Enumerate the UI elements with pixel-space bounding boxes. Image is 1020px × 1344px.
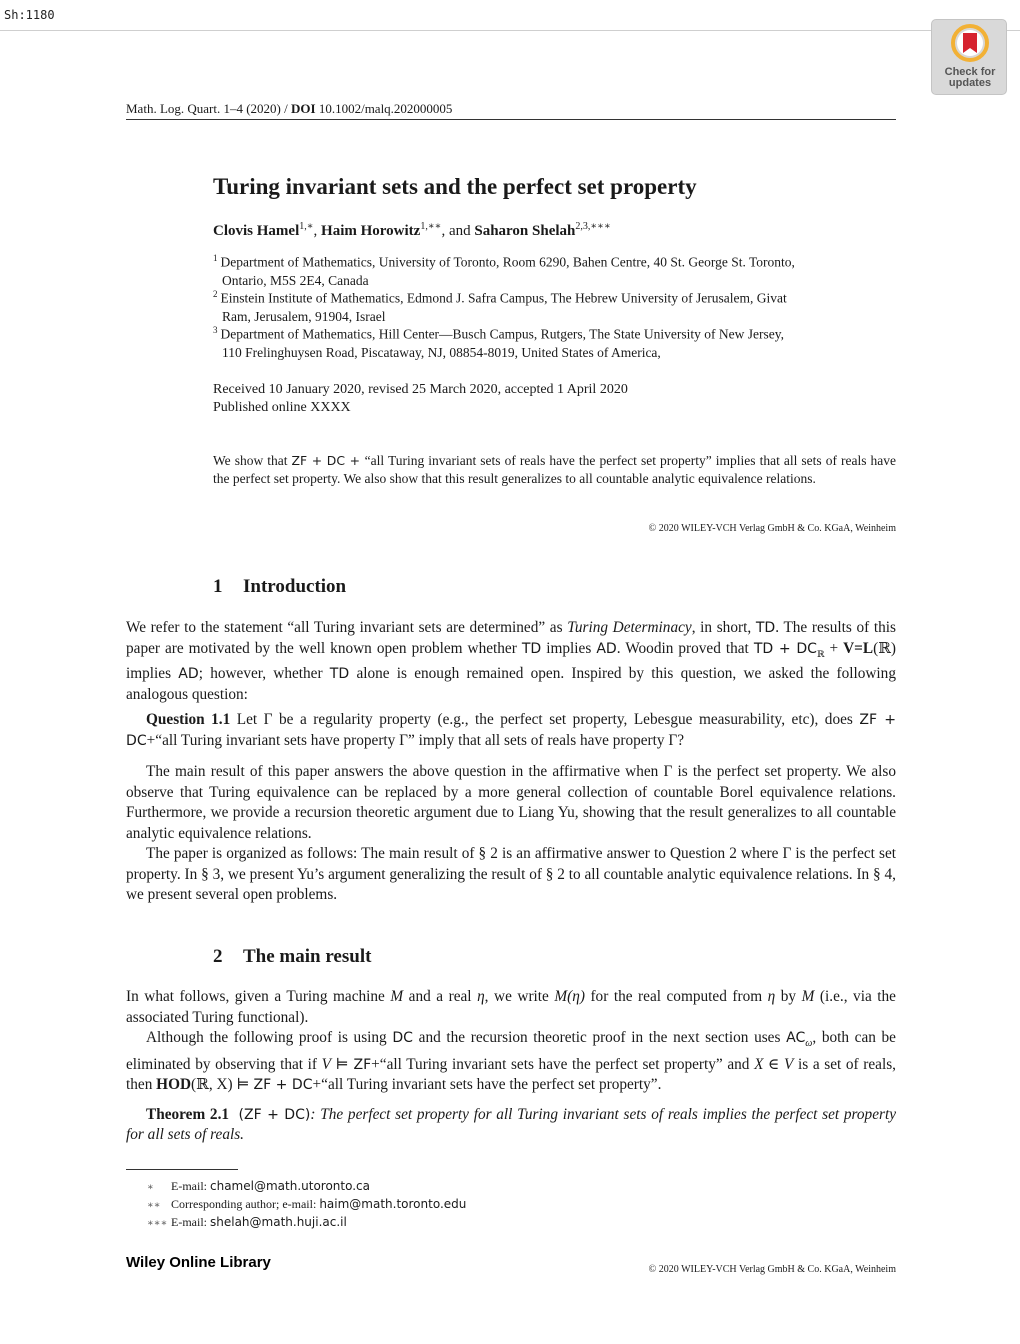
section-heading-introduction: 1 Introduction [213, 576, 347, 597]
affiliation: $^3$ Department of Mathematics, Hill Center—Busch Campus, Rutgers, The State University of New Jersey, 110 Frelinghuysen Road, Piscataway, NJ, 08854-8019, United States of America, [213, 325, 785, 360]
email-link[interactable]: chamel@math.utoronto.ca [210, 1179, 371, 1193]
wiley-online-library-logo[interactable]: Wiley Online Library [126, 1254, 271, 1271]
question-label: Question 1.1 [146, 711, 231, 729]
page-tag: Sh:1180 [4, 8, 55, 22]
paragraph: The main result of this paper answers the above question in the affirmative when Γ is the perfect set property. We also observe that Turing equivalence can be replaced by a more general collection of countable Borel equivalence relations. Furthermore, we provide a recursion theoretic argument due to Liang Yu, showing that the result generalizes to all countable analytic equivalence relations. [126, 763, 896, 842]
footnote: ∗∗∗ E-mail: shelah@math.huji.ac.il [147, 1215, 347, 1229]
section-heading-main-result: 2 The main result [213, 946, 372, 967]
received-date: Received 10 January 2020, revised 25 March 2020, accepted 1 April 2020 [213, 382, 628, 397]
journal-citation: Math. Log. Quart. 1–4 (2020) [126, 101, 281, 116]
running-header: Math. Log. Quart. 1–4 (2020) / DOI 10.1002/malq.202000005 [126, 101, 453, 116]
doi-label: DOI [291, 101, 316, 116]
paragraph: Although the following proof is using DC and the recursion theoretic proof in the next section uses $AC_\omega$, both can be eliminated by observing that if V ⊨ ZF+“all Turing invariant sets have the perfect set property” and X ∈ V is a set of reals, then HOD(ℝ, X) ⊨ ZF + DC+“all Turing invariant sets have the perfect set property”. [126, 1029, 896, 1094]
affiliation: $^1$ Department of Mathematics, University of Toronto, Room 6290, Bahen Centre, 40 St. George St. Toronto, Ontario, M5S 2E4, Canada [213, 253, 795, 288]
author-list: Clovis Hamel$^{1,∗}$, Haim Horowitz$^{1,∗∗}$, and Saharon Shelah$^{2,3,∗∗∗}$ [213, 221, 611, 239]
footnotes [147, 1178, 466, 1232]
doi-link[interactable]: 10.1002/malq.202000005 [315, 101, 453, 116]
email-link[interactable]: shelah@math.huji.ac.il [210, 1215, 347, 1229]
email-link[interactable]: haim@math.toronto.edu [319, 1197, 467, 1211]
abstract: We show that ZF + DC + “all Turing invariant sets of reals have the perfect set property” implies that all sets of reals have the perfect set property. We also show that this result generalizes to all countable analytic equivalence relations. [213, 453, 897, 486]
footnote-rule [126, 1169, 238, 1170]
question-1-1: Question 1.1 Let Γ be a regularity property (e.g., the perfect set property, Lebesgue measurability, etc), does ZF + DC+“all Turing invariant sets have property Γ” imply that all sets of reals have property Γ? [126, 711, 896, 749]
paragraph: The paper is organized as follows: The main result of § 2 is an affirmative answer to Question 2 where Γ is the perfect set property. In § 3, we present Yu’s argument generalizing the result of § 2 to all countable analytic equivalence relations. In § 4, we present several open problems. [126, 845, 896, 904]
article-dates [213, 381, 628, 417]
paper-title: Turing invariant sets and the perfect set property [213, 174, 697, 199]
footnote: ∗ E-mail: chamel@math.utoronto.ca [147, 1179, 371, 1193]
paragraph: We refer to the statement “all Turing invariant sets are determined” as Turing Determinacy, in short, TD. The results of this paper are motivated by the well known open problem whether TD implies AD. Woodin proved that TD + $DC_ℝ$ + V=L(ℝ) implies AD; however, whether TD alone is enough remained open. Inspired by this question, we asked the following analogous question: [126, 619, 896, 703]
tag-divider [0, 30, 1020, 31]
theorem-label: Theorem 2.1 [146, 1105, 230, 1123]
badge-line2: updates [948, 77, 992, 89]
copyright-notice: © 2020 WILEY-VCH Verlag GmbH & Co. KGaA, Weinheim [648, 523, 896, 534]
footnote: ∗∗ Corresponding author; e-mail: haim@math.toronto.edu [147, 1197, 467, 1211]
author-name: Clovis Hamel [213, 223, 300, 239]
main-result-body [126, 987, 896, 1146]
crossmark-bookmark-icon [951, 24, 989, 62]
badge-line1: Check for [944, 66, 996, 78]
paragraph: In what follows, given a Turing machine M and a real η, we write M(η) for the real computed from η by M (i.e., via the associated Turing functional). [126, 988, 896, 1026]
header-rule [126, 119, 896, 120]
author-name: Haim Horowitz [321, 223, 421, 239]
published-date: Published online XXXX [213, 400, 351, 415]
theorem-2-1: Theorem 2.1 (ZF + DC): The perfect set property for all Turing invariant sets of reals implies the perfect set property for all sets of reals. [126, 1105, 896, 1144]
author-name: Saharon Shelah [474, 223, 576, 239]
affiliation: $^2$ Einstein Institute of Mathematics, Edmond J. Safra Campus, The Hebrew University of Jerusalem, Givat Ram, Jerusalem, 91904, Israel [213, 289, 787, 324]
check-for-updates-badge[interactable] [931, 19, 1007, 95]
introduction-body [126, 618, 896, 906]
footer-copyright: © 2020 WILEY-VCH Verlag GmbH & Co. KGaA, Weinheim [648, 1264, 896, 1275]
